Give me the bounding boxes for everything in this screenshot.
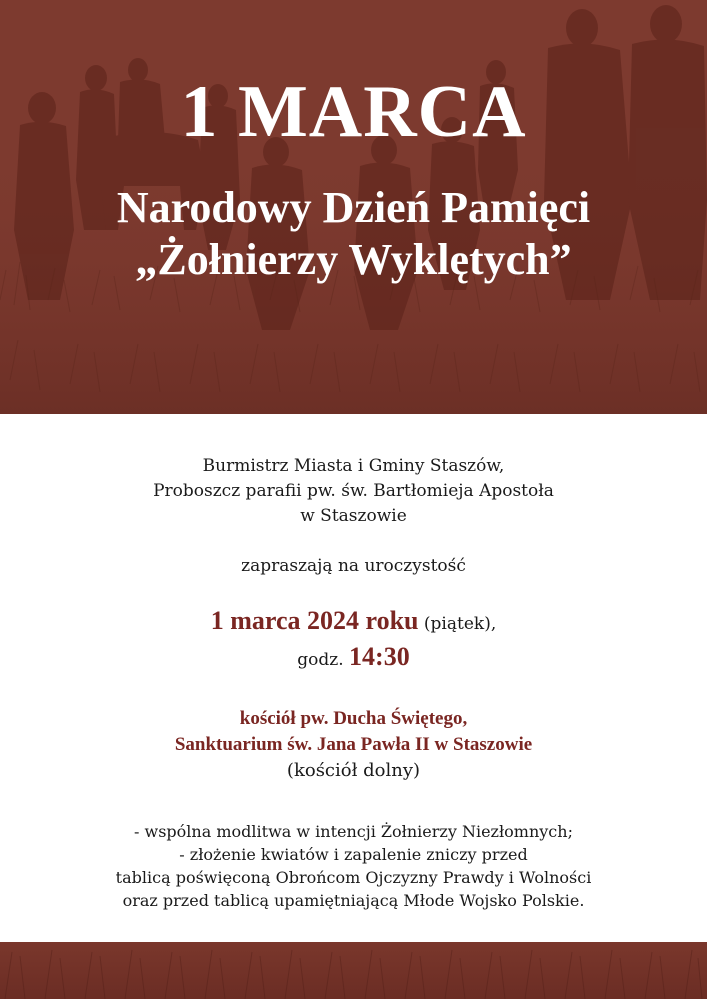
- program-line-2: - złożenie kwiatów i zapalenie zniczy przed: [179, 845, 528, 864]
- program-line-3: tablicą poświęconą Obrońcom Ojczyzny Prawdy i Wolności: [115, 868, 592, 887]
- inviter-line-1: Burmistrz Miasta i Gminy Staszów,: [202, 456, 505, 476]
- program-line-4: oraz przed tablicą upamiętniającą Młode Wojsko Polskie.: [122, 891, 585, 910]
- event-time: [0, 640, 707, 677]
- page-subtitle: [0, 182, 707, 286]
- invite-text: zapraszają na uroczystość: [241, 556, 466, 576]
- subtitle-line-2: „Żołnierzy Wyklętych”: [135, 235, 572, 284]
- grass-texture: [0, 942, 707, 999]
- event-time-strong: 14:30: [349, 642, 410, 671]
- header-banner: [0, 0, 707, 414]
- subtitle-line-1: Narodowy Dzień Pamięci: [116, 183, 591, 232]
- program-line-1: - wspólna modlitwa w intencji Żołnierzy Niezłomnych;: [134, 822, 573, 841]
- footer-band: [0, 942, 707, 999]
- event-program: [0, 820, 707, 912]
- place-line-1: kościół pw. Ducha Świętego,: [239, 708, 468, 729]
- inviter-line-2: Proboszcz parafii pw. św. Bartłomieja Apostoła: [153, 481, 554, 501]
- place-line-2: Sanktuarium św. Jana Pawła II w Staszowie: [174, 734, 533, 755]
- inviter-line-3: w Staszowie: [300, 506, 407, 526]
- event-date: [0, 604, 707, 641]
- event-place: [0, 706, 707, 784]
- inviters-block: [0, 454, 707, 529]
- event-time-prefix: godz.: [297, 650, 344, 670]
- event-date-strong: 1 marca 2024 roku: [210, 606, 419, 635]
- place-line-3: (kościół dolny): [286, 760, 421, 781]
- event-day: (piątek),: [423, 614, 497, 634]
- invitation-body: [0, 414, 707, 942]
- page-title: 1 MARCA: [180, 71, 527, 153]
